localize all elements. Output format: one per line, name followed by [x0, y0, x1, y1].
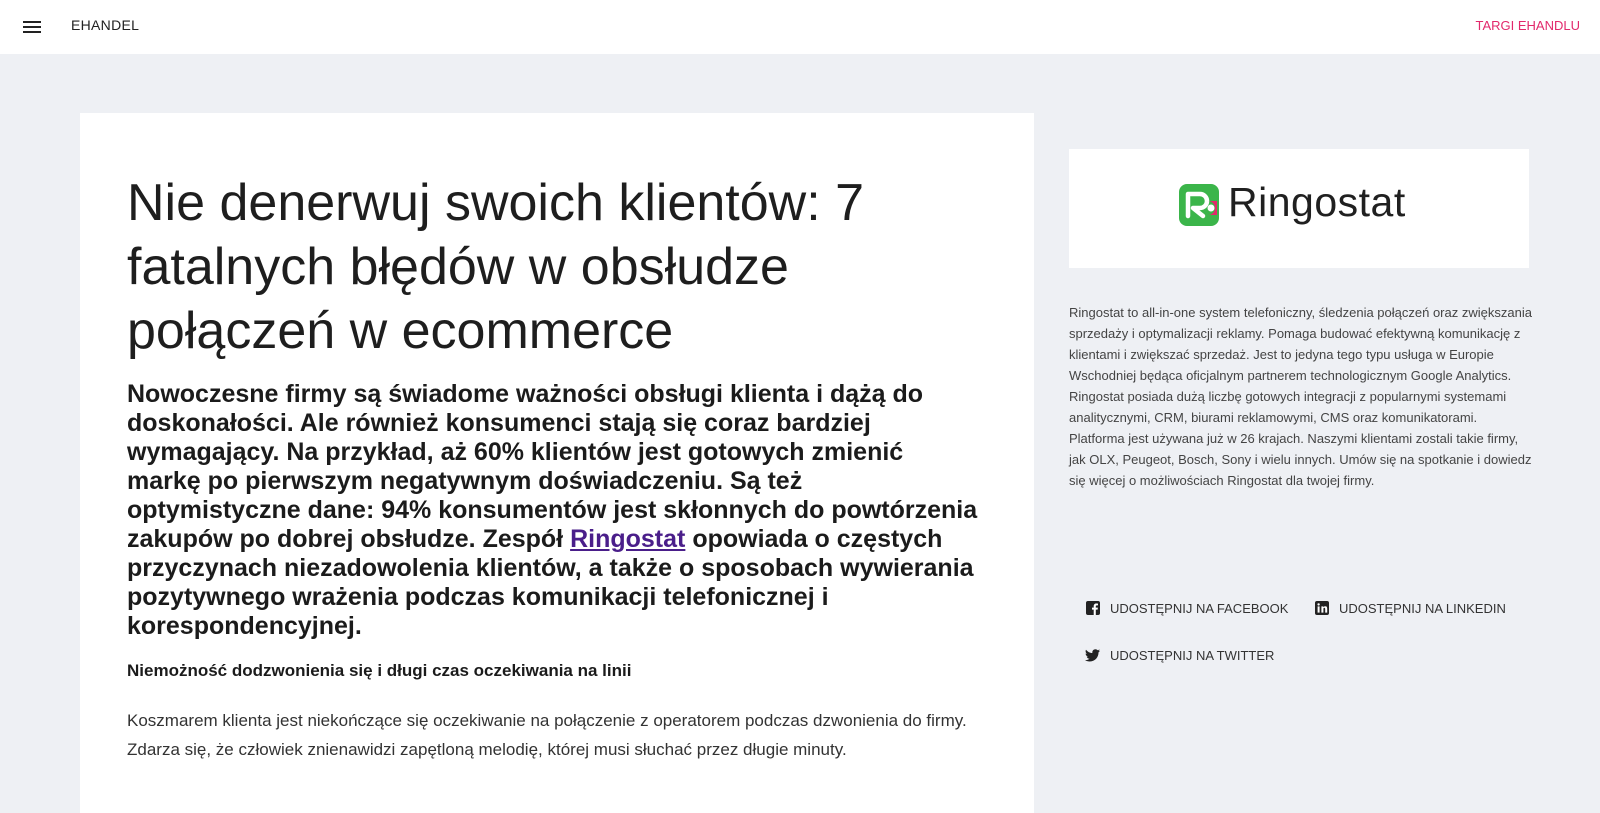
sponsor-description: Ringostat to all-in-one system telefoniczny, śledzenia połączeń oraz zwiększania sprzedaży i optymalizacji reklamy. Pomaga budować efektywną komunikację z klientami i zwiększać sprzedaż. Jest to jedyna tego typu usługa w Europie Wschodniej będąca oficjalnym partnerem technologicznym Google Analytics. Ringostat posiada dużą liczbę gotowych integracji z popularnymi systemami analitycznymi, CRM, biurami reklamowymi, CMS oraz komunikatorami. Platforma jest używana już w 26 krajach. Naszymi klientami zostali takie firmy, jak OLX, Peugeot, Bosch, Sony i wielu innych. Umów się na spotkanie i dowiedz się więcej o możliwościach Ringostat dla twojej firmy. — [1069, 305, 1532, 488]
linkedin-icon — [1314, 600, 1330, 616]
share-linkedin-button[interactable] — [1314, 600, 1506, 616]
targi-ehandlu-link[interactable]: TARGI EHANDLU — [1475, 18, 1580, 33]
menu-icon[interactable] — [20, 15, 44, 39]
article-paragraph: Koszmarem klienta jest niekończące się oczekiwanie na połączenie z operatorem podczas dzwonienia do firmy. Zdarza się, że człowiek znienawidzi zapętloną melodię, której musi słuchać przez długie minuty. — [127, 711, 967, 759]
ringostat-link[interactable]: Ringostat — [570, 525, 686, 553]
section-heading: Niemożność dodzwonienia się i długi czas oczekiwania na linii — [127, 661, 632, 680]
facebook-icon — [1085, 600, 1101, 616]
share-linkedin-label: UDOSTĘPNIJ NA LINKEDIN — [1339, 600, 1506, 616]
top-bar — [0, 0, 1600, 54]
share-twitter-label: UDOSTĘPNIJ NA TWITTER — [1110, 647, 1275, 663]
lead-text-2: opowiada o częstych przyczynach niezadowolenia klientów, a także o sposobach wywierania pozytywnego wrażenia podczas komunikacji telefonicznej i korespondencyjnej. — [127, 525, 974, 640]
article-title: Nie denerwuj swoich klientów: 7 fatalnych błędów w obsłudze połączeń w ecommerce — [127, 174, 865, 360]
article-lead — [127, 380, 982, 641]
share-facebook-label: UDOSTĘPNIJ NA FACEBOOK — [1110, 600, 1289, 616]
sponsor-logo-card[interactable] — [1069, 149, 1529, 268]
ringostat-logo-icon — [1179, 184, 1219, 226]
article-card — [80, 113, 1034, 813]
twitter-icon — [1085, 647, 1101, 663]
share-facebook-button[interactable] — [1085, 600, 1288, 616]
site-brand[interactable]: EHANDEL — [71, 17, 140, 33]
share-twitter-button[interactable] — [1085, 647, 1274, 663]
lead-text-1: Nowoczesne firmy są świadome ważności obsługi klienta i dążą do doskonałości. Ale również konsumenci stają się coraz bardziej wymagający. Na przykład, aż 60% klientów jest gotowych zmienić markę po pierwszym negatywnym doświadczeniu. Są też optymistyczne dane: 94% konsumentów jest skłonnych do powtórzenia zakupów po dobrej obsłudze. Zespół — [127, 380, 978, 553]
ringostat-logo-text: Ringostat — [1228, 179, 1406, 225]
